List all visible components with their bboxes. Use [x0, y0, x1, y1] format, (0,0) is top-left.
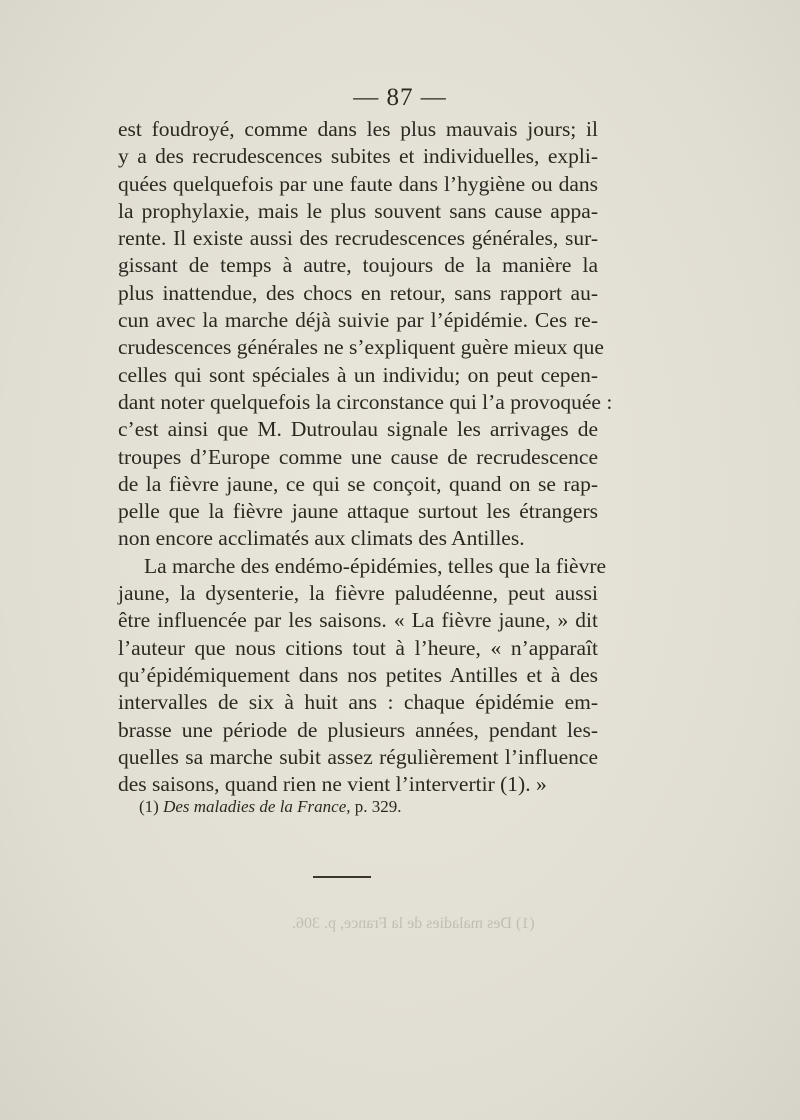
text-line: cun avec la marche déjà suivie par l’épidémie. Ces re- — [118, 308, 598, 333]
text-line: brasse une période de plusieurs années, pendant les- — [118, 717, 598, 742]
closing-rule — [313, 876, 371, 878]
footnote — [139, 797, 402, 817]
text-line: crudescences générales ne s’expliquent guère mieux que — [118, 335, 604, 360]
text-line: de la fièvre jaune, ce qui se conçoit, quand on se rap- — [118, 471, 598, 496]
text-line: jaune, la dysenterie, la fièvre paludéenne, peut aussi — [118, 581, 598, 606]
page-number: — 87 — — [353, 84, 447, 111]
bleed-through-text: (1) Des maladies de la France, p. 306. — [292, 915, 535, 932]
text-line: est foudroyé, comme dans les plus mauvais jours; il — [118, 117, 598, 141]
text-line: c’est ainsi que M. Dutroulau signale les arrivages de — [118, 417, 598, 442]
text-line: la prophylaxie, mais le plus souvent sans cause appa- — [118, 198, 598, 223]
text-line: l’auteur que nous citions tout à l’heure, « n’apparaît — [118, 635, 598, 660]
text-line: quelles sa marche subit assez régulièrement l’influence — [118, 744, 598, 769]
text-line: quées quelquefois par une faute dans l’hygiène ou dans — [118, 171, 598, 196]
text-line: y a des recrudescences subites et individuelles, expli- — [118, 144, 598, 169]
text-line: troupes d’Europe comme une cause de recrudescence — [118, 444, 598, 469]
text-line: des saisons, quand rien ne vient l’intervertir (1). » — [118, 772, 547, 797]
text-line: être influencée par les saisons. « La fièvre jaune, » dit — [118, 608, 598, 633]
text-line: pelle que la fièvre jaune attaque surtout les étrangers — [118, 499, 598, 524]
text-line: La marche des endémo-épidémies, telles que la fièvre — [144, 553, 607, 578]
text-line: gissant de temps à autre, toujours de la manière la — [118, 253, 598, 278]
text-line: celles qui sont spéciales à un individu; on peut cepen- — [118, 362, 598, 387]
text-line: non encore acclimatés aux climats des Antilles. — [118, 526, 525, 551]
footnote-title: Des maladies de la France, — [163, 797, 351, 816]
text-line: rente. Il existe aussi des recrudescences générales, sur- — [118, 226, 598, 251]
text-line: dant noter quelquefois la circonstance qui l’a provoquée : — [118, 389, 613, 414]
footnote-marker: (1) — [139, 797, 159, 816]
text-line: qu’épidémiquement dans nos petites Antilles et à des — [118, 662, 598, 687]
text-line: intervalles de six à huit ans : chaque épidémie em- — [118, 690, 598, 715]
text-line: plus inattendue, des chocs en retour, sans rapport au- — [118, 280, 598, 305]
body-text — [118, 116, 613, 798]
footnote-page-ref: p. 329. — [354, 797, 402, 816]
